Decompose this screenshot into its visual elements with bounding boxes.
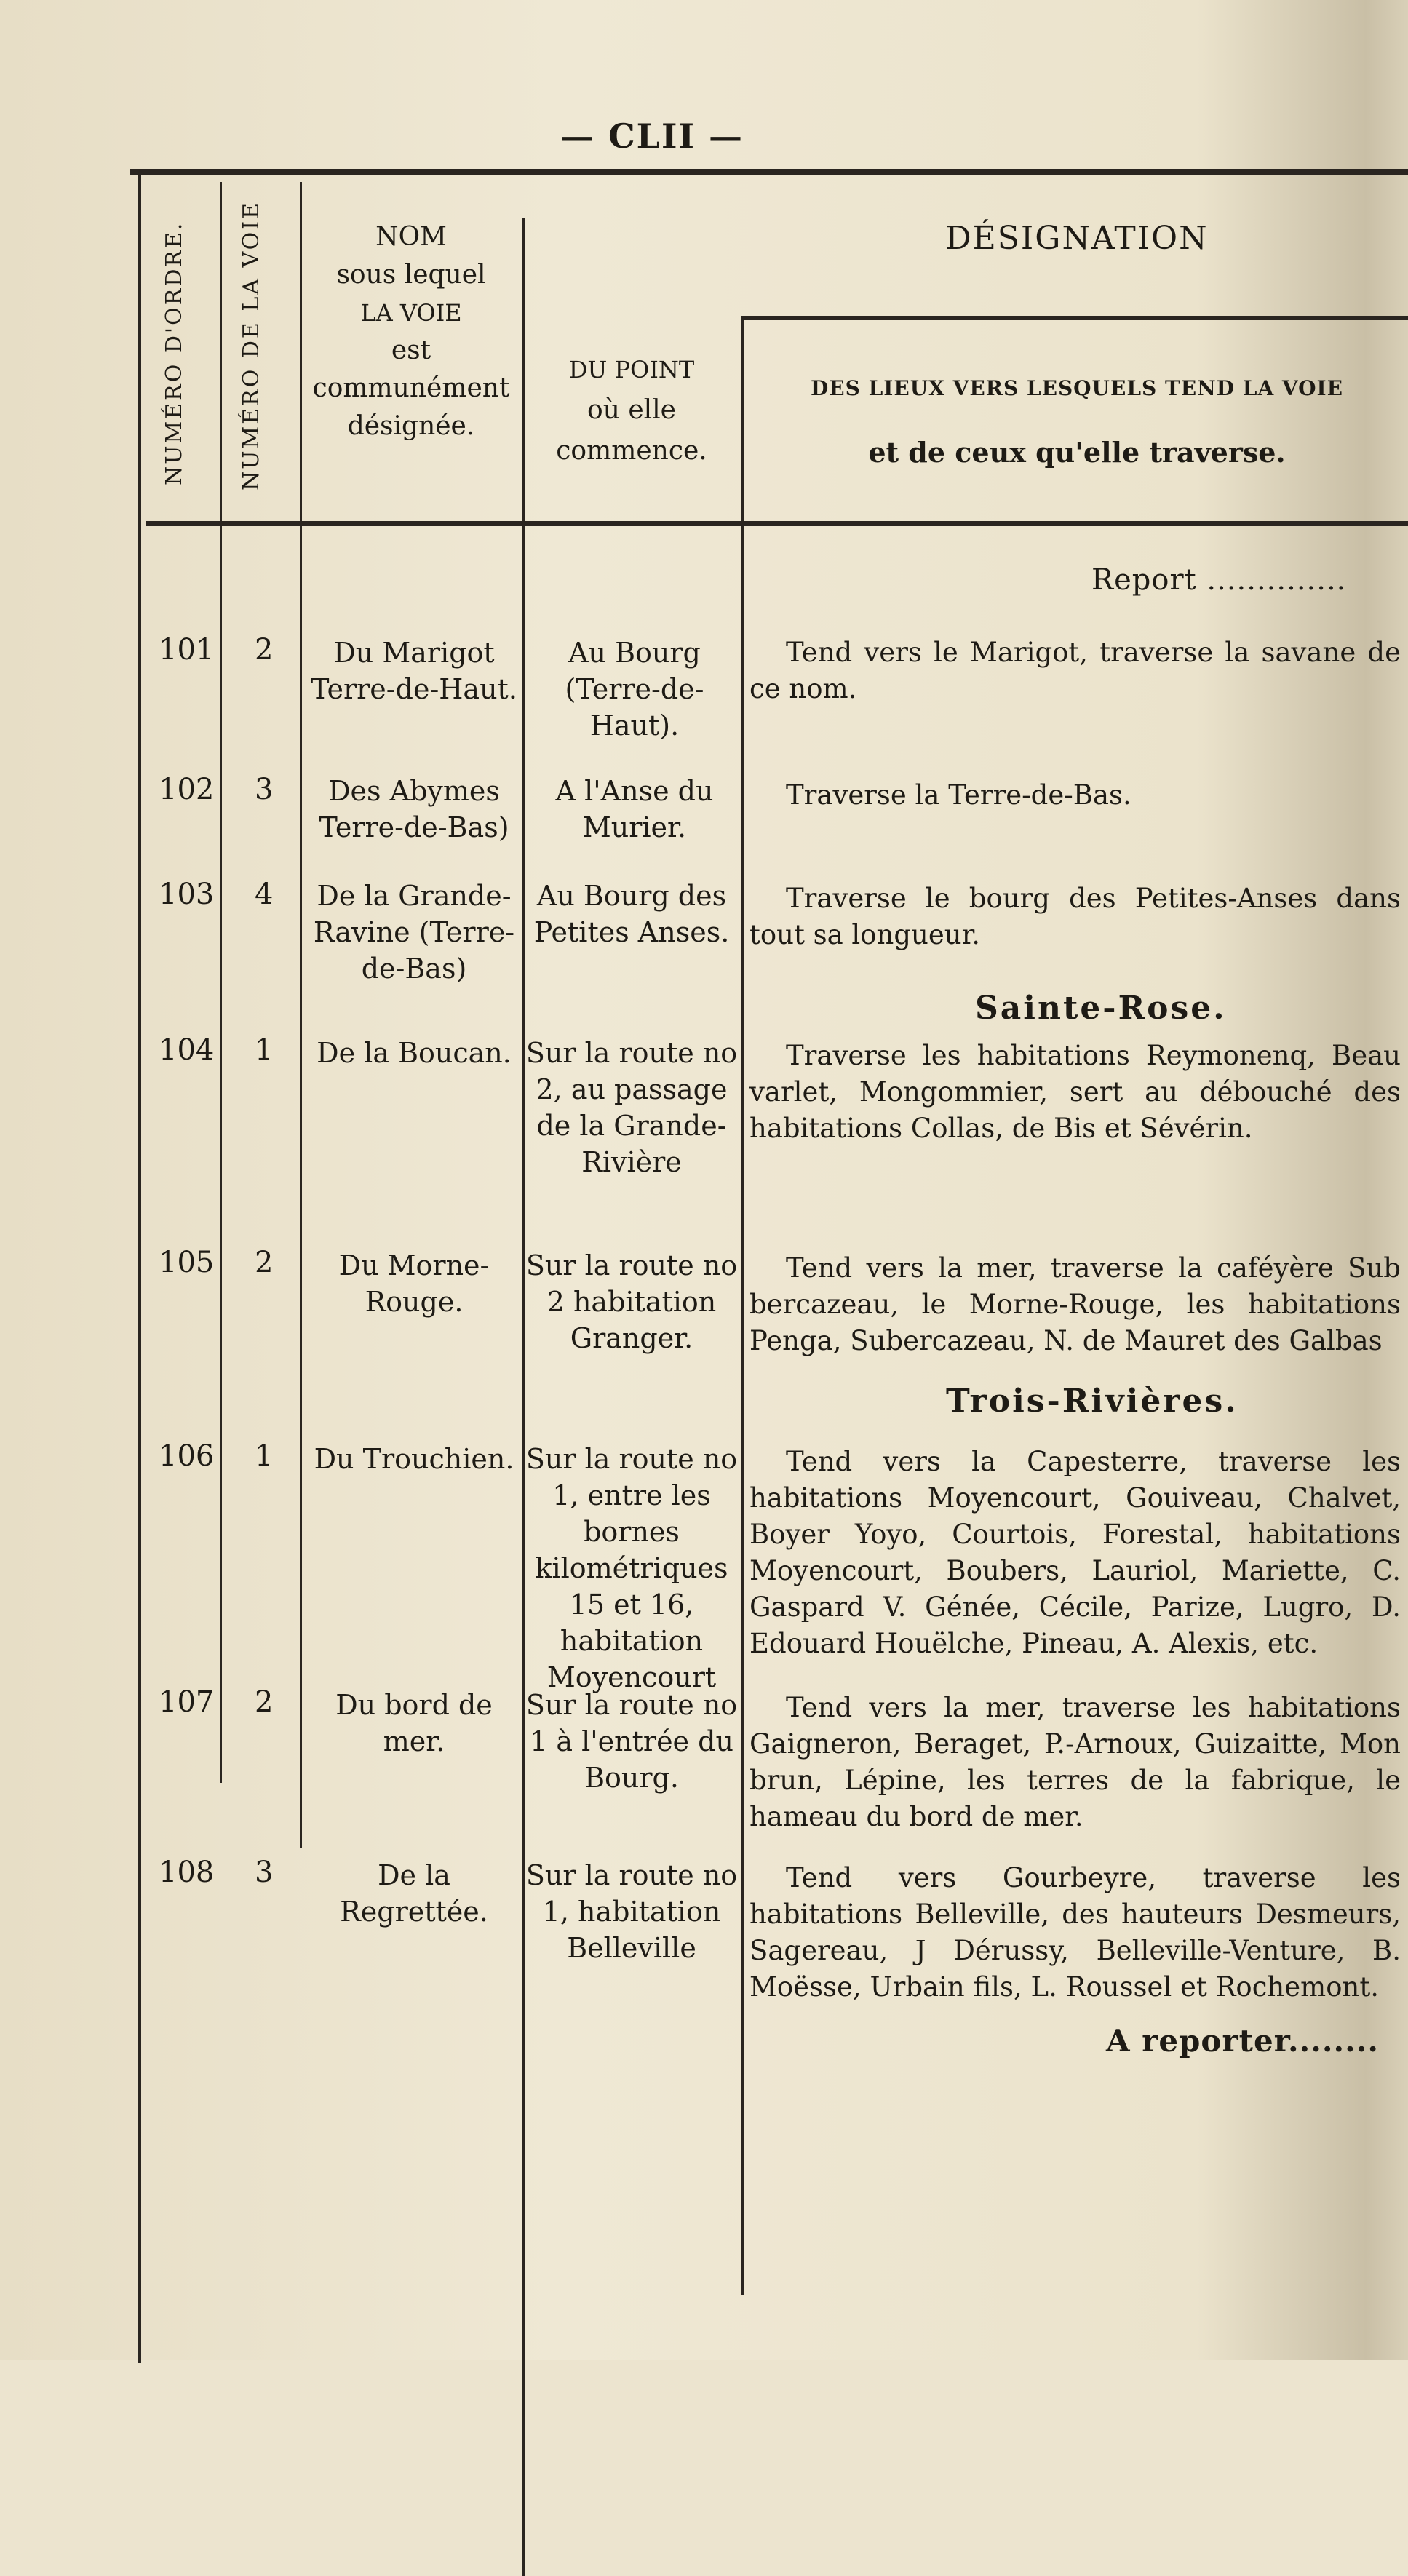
row-106-point: Sur la route no 1, entre les bornes kilométriques 15 et 16, habitation Moyencourt [525, 1443, 738, 1693]
header-designation: DÉSIGNATION [945, 220, 1209, 257]
col-sep-4 [741, 316, 744, 2295]
row-106-voie: 1 [255, 1439, 274, 1473]
row-101-voie: 2 [255, 633, 274, 667]
col-sep-1 [220, 182, 222, 1783]
row-106-ordre: 106 [159, 1439, 215, 1473]
row-102-desc: Traverse la Terre-de-Bas. [786, 779, 1131, 811]
row-108-ordre: 108 [159, 1856, 215, 1889]
row-108-desc: Tend vers Gourbeyre, traverse les habitations Belleville, des hauteurs Desmeurs, Sagereau, J Dérussy, Belleville-Venture, B. Moësse, Urbain fils, L. Roussel et Rochemont. [749, 1862, 1401, 2003]
row-105-point: Sur la route no 2 habitation Granger. [525, 1249, 738, 1354]
row-102-voie: 3 [255, 773, 274, 806]
header-traverse: et de ceux qu'elle traverse. [868, 436, 1286, 469]
header-point [524, 349, 739, 472]
row-101-desc: Tend vers le Marigot, traverse la savane de ce nom. [749, 637, 1401, 704]
row-105-ordre: 105 [159, 1246, 215, 1279]
header-numero-voie: NUMÉRO DE LA VOIE [239, 201, 264, 490]
row-102-point: A l'Anse du Murier. [555, 775, 714, 843]
header-point-line-2: où elle [587, 395, 676, 425]
row-104-voie: 1 [255, 1033, 274, 1067]
section-sainte-rose: Sainte-Rose. [975, 990, 1227, 1027]
header-nom [300, 218, 522, 445]
row-105-voie: 2 [255, 1246, 274, 1279]
row-103-desc: Traverse le bourg des Petites-Anses dans tout sa longueur. [749, 883, 1401, 950]
row-106-nom: Du Trouchien. [314, 1443, 514, 1475]
row-108-voie: 3 [255, 1856, 274, 1889]
col-sep-3 [522, 218, 525, 2576]
header-lieux: DES LIEUX VERS LESQUELS TEND LA VOIE [811, 376, 1343, 400]
header-bottom-rule [146, 521, 1408, 526]
header-nom-line-4: est [391, 335, 431, 365]
table-top-rule [130, 169, 1408, 175]
header-numero-ordre: NUMÉRO D'ORDRE. [162, 220, 187, 485]
page-header: — CLII — [560, 116, 744, 156]
header-nom-line-2: sous lequel [336, 260, 486, 290]
row-103-voie: 4 [255, 878, 274, 911]
row-107-voie: 2 [255, 1685, 274, 1719]
header-nom-line-6: désignée. [347, 411, 475, 441]
row-101-nom: Du Marigot Terre-de-Haut. [311, 637, 517, 705]
row-103-nom: De la Grande-Ravine (Terre-de-Bas) [313, 880, 515, 985]
row-105-nom: Du Morne-Rouge. [338, 1249, 490, 1318]
row-108-point: Sur la route no 1, habitation Belleville [525, 1859, 738, 1964]
row-104-desc: Traverse les habitations Reymonenq, Beau varlet, Mongommier, sert au débouché des habitations Collas, de Bis et Sévérin. [749, 1040, 1401, 1144]
designation-rule [741, 316, 1408, 320]
row-105-desc: Tend vers la mer, traverse la caféyère Sub bercazeau, le Morne-Rouge, les habitations Penga, Subercazeau, N. de Mauret des Galbas [749, 1252, 1401, 1356]
header-nom-line-5: communément [312, 373, 510, 403]
row-103-ordre: 103 [159, 878, 215, 911]
row-104-ordre: 104 [159, 1033, 215, 1067]
report-line: Report .............. [1091, 563, 1347, 597]
a-reporter-line: A reporter........ [1106, 2023, 1379, 2059]
row-101-point: Au Bourg (Terre-de-Haut). [565, 637, 704, 742]
row-101-ordre: 101 [159, 633, 215, 667]
left-border [138, 169, 141, 2363]
row-102-nom: Des Abymes Terre-de-Bas) [319, 775, 509, 843]
header-point-line-3: commence. [556, 436, 707, 466]
row-107-desc: Tend vers la mer, traverse les habitations Gaigneron, Beraget, P.-Arnoux, Guizaitte, Mon brun, Lépine, les terres de la fabrique, le hameau du bord de mer. [749, 1692, 1401, 1832]
header-nom-line-1: NOM [375, 222, 447, 252]
row-106-desc: Tend vers la Capesterre, traverse les habitations Moyencourt, Gouiveau, Chalvet, Boyer Yoyo, Courtois, Forestal, habitations Moyencourt, Boubers, Lauriol, Mariette, C. Gaspard V. Génée, Cécile, Parize, Lugro, D. Edouard Houëlche, Pineau, A. Alexis, etc. [749, 1446, 1401, 1659]
row-104-point: Sur la route no 2, au passage de la Grande-Rivière [525, 1037, 738, 1178]
section-trois-rivieres: Trois-Rivières. [946, 1383, 1238, 1420]
row-102-ordre: 102 [159, 773, 215, 806]
row-107-point: Sur la route no 1 à l'entrée du Bourg. [525, 1689, 738, 1794]
header-point-line-1: DU POINT [568, 356, 695, 383]
row-104-nom: De la Boucan. [317, 1037, 512, 1069]
row-103-point: Au Bourg des Petites Anses. [533, 880, 730, 948]
row-107-nom: Du bord de mer. [335, 1689, 493, 1757]
header-nom-line-3: LA VOIE [360, 299, 462, 327]
row-107-ordre: 107 [159, 1685, 215, 1719]
row-108-nom: De la Regrettée. [340, 1859, 488, 1928]
